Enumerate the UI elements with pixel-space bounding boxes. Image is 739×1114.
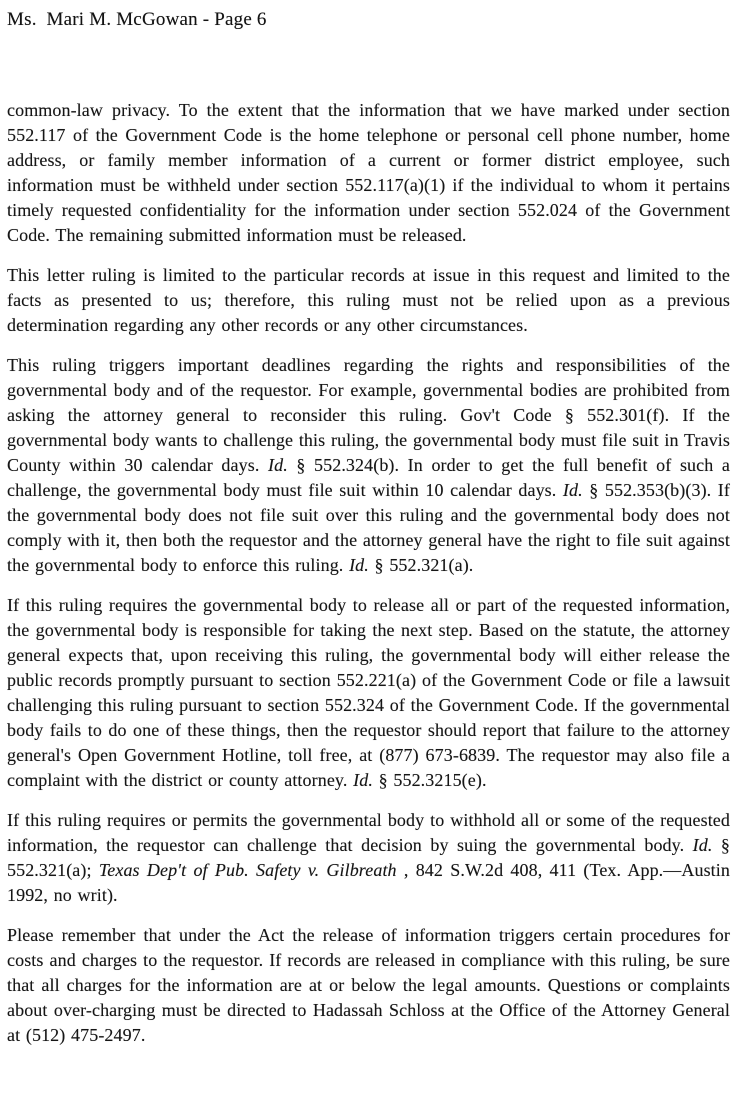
citation-italic: Id. <box>562 480 583 500</box>
citation-italic: Id. <box>349 555 369 575</box>
citation-italic: Id. <box>353 770 373 790</box>
text-run: Please remember that under the Act the release of information triggers certain procedures for costs and charges to the requestor. If records are released in compliance with this ruling, be sure that all charges for the information are at or below the legal amounts. Questions or complaints about over-charging must be directed to Hadassah Schloss at the Office of the Attorney General at (512) 475-2497. <box>7 925 730 1045</box>
text-run: If this ruling requires the governmental body to release all or part of the requested information, the governmental body is responsible for taking the next step. Based on the statute, the attorney general expects that, upon receiving this ruling, the governmental body will either release the public records promptly pursuant to section 552.221(a) of the Government Code or file a lawsuit challenging this ruling pursuant to section 552.324 of the Government Code. If the governmental body fails to do one of these things, then the requestor should report that failure to the attorney general's Open Government Hotline, toll free, at (877) 673-6839. The requestor may also file a complaint with the district or county attorney. <box>7 595 730 790</box>
text-run: § 552.324(b). In order to get the full benefit of such a challenge, the governmental body must file suit within 10 calendar days. <box>7 455 730 500</box>
paragraph <box>7 808 730 908</box>
paragraph <box>7 593 730 793</box>
text-run: § 552.353(b)(3). If the governmental body does not file suit over this ruling and the governmental body does not comply with it, then both the requestor and the attorney general have the right to file suit against the governmental body to enforce this ruling. <box>7 480 730 575</box>
text-run: If this ruling requires or permits the governmental body to withhold all or some of the requested information, the requestor can challenge that decision by suing the governmental body. <box>7 810 730 855</box>
paragraph <box>7 263 730 338</box>
text-run: § 552.321(a); <box>7 835 731 880</box>
text-run: § 552.321(a). <box>368 555 474 575</box>
text-run: , 842 S.W.2d 408, 411 (Tex. App.—Austin 1992, no writ). <box>7 860 730 905</box>
citation-italic: Id. <box>692 835 713 855</box>
page-header: Ms. Mari M. McGowan - Page 6 <box>7 9 267 30</box>
letter-body <box>7 98 730 1048</box>
text-run: This ruling triggers important deadlines regarding the rights and responsibilities of the governmental body and of the requestor. For example, governmental bodies are prohibited from asking the attorney general to reconsider this ruling. Gov't Code § 552.301(f). If the governmental body wants to challenge this ruling, the governmental body must file suit in Travis County within 30 calendar days. <box>7 355 730 475</box>
citation-italic: Id. <box>268 455 288 475</box>
text-run: This letter ruling is limited to the particular records at issue in this request and limited to the facts as presented to us; therefore, this ruling must not be relied upon as a previous determination regarding any other records or any other circumstances. <box>7 265 730 335</box>
text-run: common-law privacy. To the extent that the information that we have marked under section 552.117 of the Government Code is the home telephone or personal cell phone number, home address, or family member information of a current or former district employee, such information must be withheld under section 552.117(a)(1) if the individual to whom it pertains timely requested confidentiality for the information under section 552.024 of the Government Code. The remaining submitted information must be released. <box>7 100 730 245</box>
paragraph <box>7 923 730 1048</box>
paragraph <box>7 353 730 578</box>
citation-italic: Texas Dep't of Pub. Safety v. Gilbreath <box>98 860 397 880</box>
paragraph <box>7 98 730 248</box>
text-run: § 552.3215(e). <box>372 770 487 790</box>
